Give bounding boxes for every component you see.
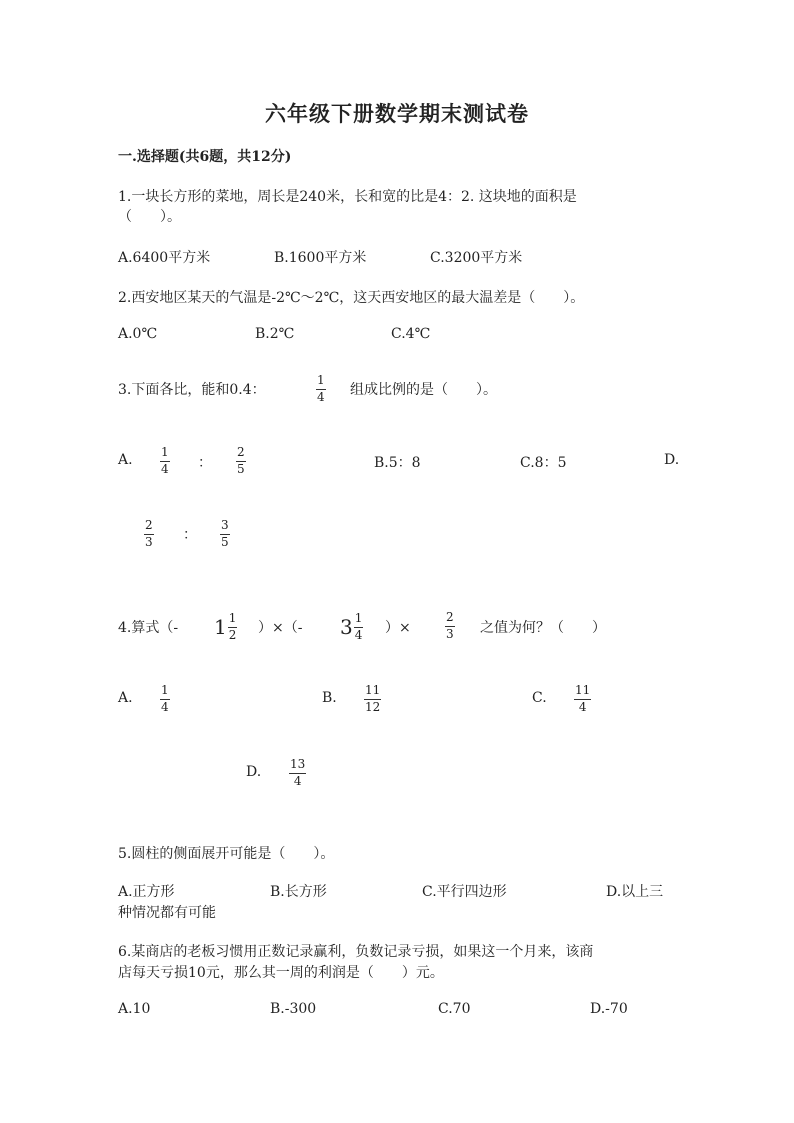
q4-text-mid2: ）×	[385, 620, 411, 636]
q6-option-b: B.-300	[270, 1001, 317, 1017]
numerator: 11	[575, 683, 591, 697]
numerator: 2	[237, 445, 245, 459]
q3-option-d-fraction-2	[220, 519, 230, 549]
numerator: 2	[446, 610, 454, 624]
q5-option-d-line2: 种情况都有可能	[118, 905, 216, 921]
q3-option-d-label: D.	[664, 452, 680, 468]
denominator: 4	[293, 774, 302, 788]
q1-option-a: A.6400平方米	[118, 250, 211, 266]
q5-option-d-line1: D.以上三	[606, 884, 664, 900]
denominator: 2	[228, 628, 237, 642]
q4-option-d-label: D.	[246, 764, 262, 780]
q4-text-mid1: ）×（-	[258, 620, 303, 636]
q3-option-a-label: A.	[118, 452, 133, 468]
q1-option-b: B.1600平方米	[274, 250, 367, 266]
q5-option-c: C.平行四边形	[422, 884, 507, 900]
q4-option-a-fraction	[160, 684, 170, 714]
q5-text: 5.圆柱的侧面展开可能是（ ）。	[118, 846, 335, 862]
numerator: 2	[145, 518, 153, 532]
q5-option-a: A.正方形	[118, 884, 175, 900]
q1-option-c: C.3200平方米	[430, 250, 523, 266]
whole-part: 1	[214, 615, 227, 639]
q4-option-d-fraction	[289, 758, 306, 788]
q4-text-suffix: 之值为何？（ ）	[480, 620, 606, 636]
denominator: 4	[578, 700, 587, 714]
q3-fraction	[316, 374, 326, 404]
numerator: 1	[161, 445, 169, 459]
q6-option-a: A.10	[118, 1001, 151, 1017]
fraction-part	[228, 612, 238, 642]
numerator: 13	[290, 757, 306, 771]
denominator: 4	[161, 462, 169, 476]
q3-option-a-colon: ：	[198, 455, 212, 471]
q4-option-b-fraction	[364, 684, 381, 714]
q3-option-b: B.5：8	[374, 455, 421, 471]
q3-option-a-fraction-2	[236, 446, 246, 476]
q4-option-a-label: A.	[118, 690, 133, 706]
numerator: 1	[317, 373, 325, 387]
q6-option-d: D.-70	[590, 1001, 628, 1017]
numerator: 1	[354, 611, 363, 625]
q2-option-b: B.2℃	[255, 326, 295, 342]
q3-option-d-fraction-1	[144, 519, 154, 549]
q1-text-line2: （ ）。	[118, 209, 181, 225]
q4-option-b-label: B.	[322, 690, 337, 706]
page-title: 六年级下册数学期末测试卷	[265, 101, 529, 126]
denominator: 12	[365, 700, 381, 714]
denominator: 5	[221, 535, 229, 549]
q3-text-prefix: 3.下面各比，能和0.4：	[118, 382, 266, 398]
denominator: 3	[446, 627, 454, 641]
q4-mixed-number-2	[340, 612, 363, 642]
numerator: 11	[365, 683, 381, 697]
denominator: 3	[145, 535, 153, 549]
q3-text-suffix: 组成比例的是（ ）。	[350, 382, 497, 398]
q4-option-c-label: C.	[532, 690, 547, 706]
q6-text-line1: 6.某商店的老板习惯用正数记录赢利，负数记录亏损，如果这一个月来，该商	[118, 944, 594, 960]
q2-option-a: A.0℃	[118, 326, 158, 342]
q2-option-c: C.4℃	[391, 326, 431, 342]
q2-text: 2.西安地区某天的气温是-2℃～2℃，这天西安地区的最大温差是（ ）。	[118, 290, 585, 306]
q4-mixed-number-1	[214, 612, 237, 642]
numerator: 1	[161, 683, 169, 697]
q3-option-d-colon: ：	[183, 527, 197, 543]
q4-fraction-3	[445, 611, 455, 641]
q6-text-line2: 店每天亏损10元，那么其一周的利润是（ ）元。	[118, 965, 444, 981]
fraction-part	[354, 612, 364, 642]
q1-text-line1: 1.一块长方形的菜地，周长是240米，长和宽的比是4：2. 这块地的面积是	[118, 189, 577, 205]
q3-option-c: C.8：5	[520, 455, 567, 471]
q6-option-c: C.70	[438, 1001, 471, 1017]
q5-option-b: B.长方形	[270, 884, 327, 900]
denominator: 5	[237, 462, 245, 476]
q4-text-prefix: 4.算式（-	[118, 620, 179, 636]
denominator: 4	[317, 390, 325, 404]
denominator: 4	[354, 628, 363, 642]
q3-option-a-fraction-1	[160, 446, 170, 476]
denominator: 4	[161, 700, 169, 714]
numerator: 3	[221, 518, 229, 532]
numerator: 1	[228, 611, 237, 625]
q4-option-c-fraction	[574, 684, 591, 714]
whole-part: 3	[340, 615, 353, 639]
section-heading: 一.选择题(共6题，共12分)	[118, 149, 292, 165]
